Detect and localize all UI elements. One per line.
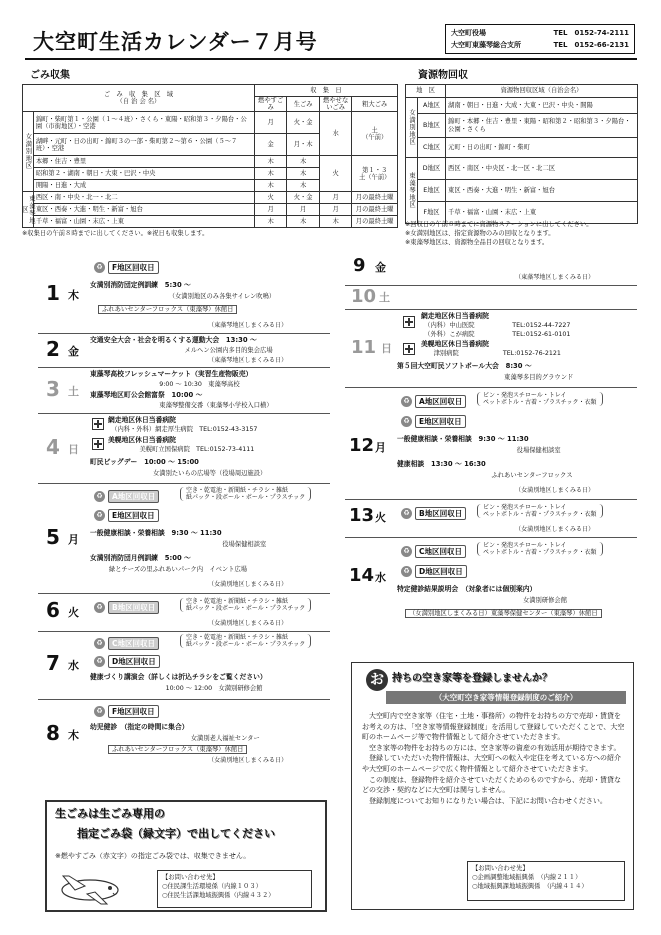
day-weekday: 火 xyxy=(375,511,386,524)
collection-label: F地区回収日 xyxy=(108,261,159,274)
body-paragraph: 登録していただいた物件情報は、大空町への転入や定住を考えている方への紹介や大空町のホームページで広く物件情報として紹介させていただきます。 xyxy=(362,754,621,773)
event-line: 一般健康相談・栄養相談 9:30 ～ 11:30 xyxy=(90,529,222,537)
event-line: 東藻琴高校フレッシュマーケット（実習生産物販売） xyxy=(90,370,253,378)
items-brace: 空き・乾電池・新聞紙・チラシ・雑紙 紙パック・段ボール・ボール・プラスチック xyxy=(180,634,311,648)
collection-chip xyxy=(94,654,160,668)
day-weekday: 木 xyxy=(68,289,79,302)
recycle-note: ※女満別地区は、指定資源物のみの回収となります。 xyxy=(405,230,555,237)
day-number: 4 xyxy=(46,435,60,459)
event-line: 美幌地区休日当番病院 xyxy=(421,340,489,348)
day-number: 9 xyxy=(353,255,366,276)
lead-char: お xyxy=(366,669,388,691)
event-line: 女満別消防団定例訓練 5:30 ～ xyxy=(90,281,191,289)
recycle-area-cell: 西区・南区・中央区・北一区・北二区 xyxy=(446,158,638,180)
day-row xyxy=(345,310,637,388)
notice-body xyxy=(362,711,625,806)
event-line: （内科）中山医院 TEL:0152-44-7227 xyxy=(421,322,571,329)
day-tag: （東藻琴地区しまくみる日） xyxy=(208,357,288,364)
raw-cell: 月・木 xyxy=(287,134,320,156)
col-area: ご み 収 集 区 域 （自 治 会 名） xyxy=(23,85,255,112)
day-tag: （女満別地区しまくみる日） xyxy=(208,620,288,627)
burn-cell: 火 xyxy=(254,192,287,204)
burn-cell: 木 xyxy=(254,156,287,168)
day-weekday: 水 xyxy=(68,659,79,672)
col-nonburnable: 燃やせないごみ xyxy=(319,97,352,112)
event-line: 美幌地区休日当番病院 xyxy=(108,436,176,444)
notice-title: 指定ごみ袋（緑文字）で出してください xyxy=(77,827,275,840)
day-number: 5 xyxy=(46,525,60,549)
day-row xyxy=(38,252,330,334)
day-row xyxy=(38,484,330,594)
header-rule xyxy=(25,58,637,60)
recycle-note: ※回収日の午前８時までに資源物ステーションに出してください。 xyxy=(405,221,593,228)
day-number: 10 xyxy=(351,286,377,307)
day-tag: （女満別地区しまくみる日） xyxy=(208,581,288,588)
recycle-note: ※東藻琴地区は、資源物全品目の回収となります。 xyxy=(405,239,549,246)
noburn-cell: 月 xyxy=(319,192,352,204)
recycle-icon: ♻ xyxy=(401,508,412,519)
col-recycle-area: 資源物回収区域（自治会名） xyxy=(446,85,638,98)
day-weekday: 日 xyxy=(68,443,79,456)
burn-cell: 木 xyxy=(254,216,287,228)
recycle-icon: ♻ xyxy=(401,416,412,427)
day-number: 11 xyxy=(351,337,377,358)
zone-cell: D地区 xyxy=(418,158,446,180)
raw-cell: 木 xyxy=(287,168,320,180)
body-paragraph: 大空町内で空き家等（住宅・土地・事務所）の物件をお持ちの方で売却・賃貸をお考えの方は、「空き家等情報登録制度」を活用して登録していただくことで、大空町のホームページ等で物件情報として紹介させていただきます。 xyxy=(362,712,625,742)
body-paragraph: 空き家等の物件をお持ちの方には、空き家等の資産の有効活用が期待できます。 xyxy=(362,743,621,752)
day-tag: （女満別地区しまくみる日） xyxy=(515,487,595,494)
recycle-icon: ♻ xyxy=(94,602,105,613)
inquiry-box xyxy=(157,870,312,908)
day-row xyxy=(345,388,637,500)
recycle-area-cell: 元町・日の出町・錦町・柴町 xyxy=(446,138,638,158)
day-row xyxy=(38,594,330,632)
notice-title: 持ちの空き家等を登録しませんか？ xyxy=(392,673,552,684)
collection-chip xyxy=(94,260,159,274)
event-line: ふれあいセンターフロックス xyxy=(397,472,573,479)
event-line: 特定健診結果説明会 （対象者には個別案内） xyxy=(397,585,537,593)
event-line: 女満別老人福祉センター xyxy=(90,735,260,742)
contact-name: 大空町東藻琴総合支所 xyxy=(451,41,521,49)
event-line: 緑とチーズの里ふれあいパーク内 イベント広場 xyxy=(90,566,248,573)
vacant-house-notice xyxy=(351,662,634,910)
recycle-area-cell: 錦町・本郷・住吉・豊里・東陽・昭和第２・昭和第３・夕陽台・公園・さくら xyxy=(446,114,638,138)
day-tag: （東藻琴地区しまくみる日） xyxy=(208,322,288,329)
recycle-area-cell: 湖南・朝日・日進・大成・大東・巴沢・中央・開陽 xyxy=(446,98,638,114)
collection-chip xyxy=(401,564,467,578)
group-memanbetsu: 女満別地区 xyxy=(406,98,418,158)
calendar-right-column xyxy=(345,252,637,652)
group-memanbetsu: 女満別地区 xyxy=(23,112,34,192)
area-cell: 千草・福富・山園・末広・上東 xyxy=(33,216,254,228)
event-line: 一般健康相談・栄養相談 9:30 ～ 11:30 xyxy=(397,435,529,443)
col-zone: 地 区 xyxy=(406,85,446,98)
calendar-left-column xyxy=(38,252,330,787)
notice-text: ※燃やすごみ（赤文字）の指定ごみ袋では、収集できません。 xyxy=(55,852,251,860)
day-weekday: 木 xyxy=(68,729,79,742)
area-cell: 西区・南・中央・北一・北二 xyxy=(33,192,254,204)
day-number: 8 xyxy=(46,721,60,745)
raw-cell: 木 xyxy=(287,216,320,228)
event-line: 網走地区休日当番病院 xyxy=(421,312,489,320)
day-row xyxy=(345,252,637,286)
area-cell: 東区・西奏・大進・明生・新富・旭台 xyxy=(33,204,254,216)
page-title: 大空町生活カレンダー７月号 xyxy=(33,30,318,54)
group-higashimokoto: 東藻琴地区 xyxy=(406,158,418,224)
collection-chip xyxy=(401,394,466,408)
event-line: 津別病院 TEL:0152-76-2121 xyxy=(421,350,561,357)
collection-chip xyxy=(94,636,159,650)
bulky-cell: 月の最終土曜 xyxy=(352,192,398,204)
event-line: 町民ビッグデー 10:00 ～ 15:00 xyxy=(90,458,199,466)
inquiry-line: ○住民生活課地域振興係（内線４３２） xyxy=(162,892,275,899)
burn-cell: 月 xyxy=(254,112,287,134)
col-collection-day: 収 集 日 xyxy=(254,85,397,97)
day-weekday: 水 xyxy=(375,571,386,584)
collection-label: A地区回収日 xyxy=(415,395,466,408)
event-line: 役場保健相談室 xyxy=(90,541,267,548)
items-brace: ビン・発泡スチロール・トレイ ペットボトル・古着・プラスチック・衣類 xyxy=(477,392,603,406)
day-tag: （東藻琴地区しまくみる日） xyxy=(515,274,595,281)
area-cell: 錦町・柴町第１・公園（１～４班）・さくら・東陽・昭和第３・夕陽台・公園（市街地区）・空港 xyxy=(33,112,254,134)
recycle-area-cell: 千草・福富・山園・末広・上東 xyxy=(446,202,638,224)
recycle-heading: 資源物回収 xyxy=(418,70,468,81)
recycle-table xyxy=(405,84,638,224)
day-row xyxy=(345,538,637,630)
day-row xyxy=(38,632,330,700)
event-line: 交通安全大会・社会を明るくする運動大会 13:30 ～ xyxy=(90,336,257,344)
notice-title: 生ごみは生ごみ専用の xyxy=(55,807,165,820)
closed-notice: ふれあいセンターフロックス（東藻琴）休館日 xyxy=(108,745,247,754)
event-line: （外科）こが病院 TEL:0152-61-0101 xyxy=(421,331,571,338)
recycle-icon: ♻ xyxy=(94,491,105,502)
noburn-cell: 水 xyxy=(319,112,352,156)
contact-tel: TEL 0152-74-2111 xyxy=(553,29,629,37)
recycle-icon: ♻ xyxy=(401,396,412,407)
closed-notice: ふれあいセンターフロックス（東藻琴）休館日 xyxy=(98,305,237,314)
recycle-icon: ♻ xyxy=(94,262,105,273)
day-row xyxy=(345,500,637,538)
day-tag: （女満別地区しまくみる日） xyxy=(515,526,595,533)
hospital-cross-icon xyxy=(403,316,415,328)
day-weekday: 月 xyxy=(375,441,386,454)
notice-subtitle: （大空町空き家等情報登録制度のご紹介） xyxy=(386,691,626,704)
bulky-cell: 土 （午前） xyxy=(352,112,398,156)
zone-cell: A地区 xyxy=(418,98,446,114)
event-line: 10:00 ～ 12:00 女満別研修会館 xyxy=(90,685,263,692)
recycle-area-cell: 東区・西奏・大進・明生・新富・旭台 xyxy=(446,180,638,202)
event-line: 東藻琴多目的グラウンド xyxy=(397,374,574,381)
bulky-cell: 月の最終土曜 xyxy=(352,204,398,216)
contact-name: 大空町役場 xyxy=(451,29,486,37)
day-weekday: 火 xyxy=(68,606,79,619)
items-brace: ビン・発泡スチロール・トレイ ペットボトル・古着・プラスチック・衣類 xyxy=(477,504,603,518)
collection-label: E地区回収日 xyxy=(415,415,466,428)
event-line: 幼児健診 （指定の時間に集合） xyxy=(90,723,189,731)
collection-chip xyxy=(401,544,466,558)
day-number: 3 xyxy=(46,377,60,401)
burn-cell: 金 xyxy=(254,134,287,156)
recycle-icon: ♻ xyxy=(94,656,105,667)
day-row xyxy=(38,700,330,770)
event-line: 美幌町立国保病院 TEL:0152-73-4111 xyxy=(108,446,255,453)
collection-label: C地区回収日 xyxy=(108,637,159,650)
mascot-airplane-icon xyxy=(55,868,125,908)
noburn-cell: 火 xyxy=(319,156,352,192)
day-number: 12 xyxy=(349,435,375,456)
event-line: 健康づくり講演会（詳しくは折込チラシをご覧ください） xyxy=(90,673,267,681)
collection-chip xyxy=(401,414,466,428)
raw-cell: 木 xyxy=(287,156,320,168)
inquiry-line: ○企画調整地域振興係 （内線２１１） xyxy=(472,874,582,881)
event-line: 網走地区休日当番病院 xyxy=(108,416,176,424)
zone-cell: E地区 xyxy=(418,180,446,202)
items-brace: 空き・乾電池・新聞紙・チラシ・雑紙 紙パック・段ボール・ボール・プラスチック xyxy=(180,487,311,501)
hospital-cross-icon xyxy=(92,438,104,450)
noburn-cell: 月 xyxy=(319,204,352,216)
day-number: 6 xyxy=(46,598,60,622)
day-row xyxy=(38,414,330,484)
garbage-table xyxy=(22,84,398,228)
raw-cell: 木 xyxy=(287,180,320,192)
collection-label: D地区回収日 xyxy=(415,565,467,578)
collection-label: B地区回収日 xyxy=(108,601,159,614)
recycle-icon: ♻ xyxy=(94,638,105,649)
burn-cell: 木 xyxy=(254,168,287,180)
event-line: 健康相談 13:30 ～ 16:30 xyxy=(397,460,486,468)
recycle-icon: ♻ xyxy=(401,566,412,577)
inquiry-box xyxy=(467,861,625,901)
day-number: 14 xyxy=(349,565,375,586)
day-number: 1 xyxy=(46,281,60,305)
event-line: 女満別消防団月例訓練 5:00 ～ xyxy=(90,554,191,562)
collection-label: C地区回収日 xyxy=(415,545,466,558)
hospital-cross-icon xyxy=(92,418,104,430)
collection-label: D地区回収日 xyxy=(108,655,160,668)
inquiry-line: ○地域振興課地域振興係 （内線４１４） xyxy=(472,883,588,890)
collection-chip xyxy=(94,489,159,503)
recycle-icon: ♻ xyxy=(94,706,105,717)
garbage-heading: ごみ収集 xyxy=(30,70,70,81)
collection-label: B地区回収日 xyxy=(415,507,466,520)
day-weekday: 金 xyxy=(375,261,386,274)
event-line: 役場保健相談室 xyxy=(397,447,561,454)
day-row xyxy=(38,334,330,368)
event-line: （女満別地区のみ各集サイレン吹鳴） xyxy=(90,293,276,300)
zone-cell: C地区 xyxy=(418,138,446,158)
collection-label: F地区回収日 xyxy=(108,705,159,718)
day-number: 2 xyxy=(46,337,60,361)
collection-label: E地区回収日 xyxy=(108,509,159,522)
col-raw: 生ごみ xyxy=(287,97,320,112)
raw-garbage-notice xyxy=(45,800,327,912)
raw-cell: 火・金 xyxy=(287,112,320,134)
raw-cell: 月 xyxy=(287,204,320,216)
zone-cell: B地区 xyxy=(418,114,446,138)
day-row xyxy=(38,368,330,414)
contact-tel: TEL 0152-66-2131 xyxy=(553,41,629,49)
collection-chip xyxy=(94,600,159,614)
body-paragraph: この制度は、登録物件を紹介させていただくためのものですから、売却・賃貸などの交渉・契約などに大空町は関与しません。 xyxy=(362,775,621,795)
body-paragraph: 登録制度についてお知りになりたい場合は、下記にお問い合わせください。 xyxy=(362,796,607,805)
event-line: （内科・外科）網走厚生病院 TEL:0152-43-3157 xyxy=(108,426,258,433)
day-number: 13 xyxy=(349,505,375,526)
collection-chip xyxy=(94,508,159,522)
raw-cell: 火・金 xyxy=(287,192,320,204)
event-line: 第５回大空町民ソフトボール大会 8:30 ～ xyxy=(397,362,532,370)
event-line: メルヘン公園内多目的集会広場 xyxy=(90,347,273,354)
area-cell: 本郷・住吉・豊里 xyxy=(33,156,254,168)
recycle-icon: ♻ xyxy=(94,510,105,521)
day-number: 7 xyxy=(46,651,60,675)
col-bulky: 粗大ごみ xyxy=(352,97,398,112)
area-cell: 開陽・日進・大成 xyxy=(33,180,254,192)
page-header xyxy=(25,22,637,62)
day-weekday: 月 xyxy=(68,533,79,546)
collection-chip xyxy=(401,506,466,520)
day-row xyxy=(345,286,637,310)
collection-label: A地区回収日 xyxy=(108,490,159,503)
items-brace: ビン・発泡スチロール・トレイ ペットボトル・古着・プラスチック・衣類 xyxy=(477,542,603,556)
day-weekday: 土 xyxy=(379,291,390,304)
event-line: 東藻琴整備交番（東藻琴小学校入口横） xyxy=(90,402,273,409)
burn-cell: 木 xyxy=(254,180,287,192)
event-line: 女満別たいらの広場等（役場周辺施設） xyxy=(90,470,267,477)
day-tag: （女満別地区しまくみる日） xyxy=(208,757,288,764)
noburn-cell: 木 xyxy=(319,216,352,228)
col-burnable: 燃やすごみ xyxy=(254,97,287,112)
contact-box xyxy=(445,24,635,54)
bulky-cell: 第１・３ 土（午前） xyxy=(352,156,398,192)
hospital-cross-icon xyxy=(403,343,415,355)
recycle-icon: ♻ xyxy=(401,546,412,557)
day-weekday: 土 xyxy=(68,385,79,398)
zone-cell: F地区 xyxy=(418,202,446,224)
event-line: 9:00 ～ 10:30 東藻琴高校 xyxy=(90,381,240,388)
area-cell: 湖畔・元町・日の出町・錦町３の一部・柴町第２～第６・公園（５～７班）・空港 xyxy=(33,134,254,156)
collection-chip xyxy=(94,704,159,718)
event-line: 女満別研修会館 xyxy=(397,597,568,604)
group-higashimokoto: 東藻琴地区 xyxy=(23,192,34,228)
burn-cell: 月 xyxy=(254,204,287,216)
inquiry-title: 【お問い合わせ先】 xyxy=(472,865,529,872)
area-cell: 昭和第２・湖南・朝日・大東・巴沢・中央 xyxy=(33,168,254,180)
items-brace: 空き・乾電池・新聞紙・チラシ・雑紙 紙パック・段ボール・ボール・プラスチック xyxy=(180,598,311,612)
closed-notice: （女満別地区しまくみる日）東藻琴保健センター（東藻琴）休館日 xyxy=(405,609,602,618)
bulky-cell: 月の最終土曜 xyxy=(352,216,398,228)
garbage-note: ※収集日の午前８時までに出してください。※祝日も収集します。 xyxy=(22,230,209,237)
event-line: 東藻琴地区町公会館富祭 10:00 ～ xyxy=(90,391,203,399)
day-weekday: 金 xyxy=(68,345,79,358)
inquiry-line: ○住民課生活環境係（内線１０３） xyxy=(162,883,262,890)
day-weekday: 日 xyxy=(381,342,392,355)
inquiry-title: 【お問い合わせ先】 xyxy=(162,874,219,881)
